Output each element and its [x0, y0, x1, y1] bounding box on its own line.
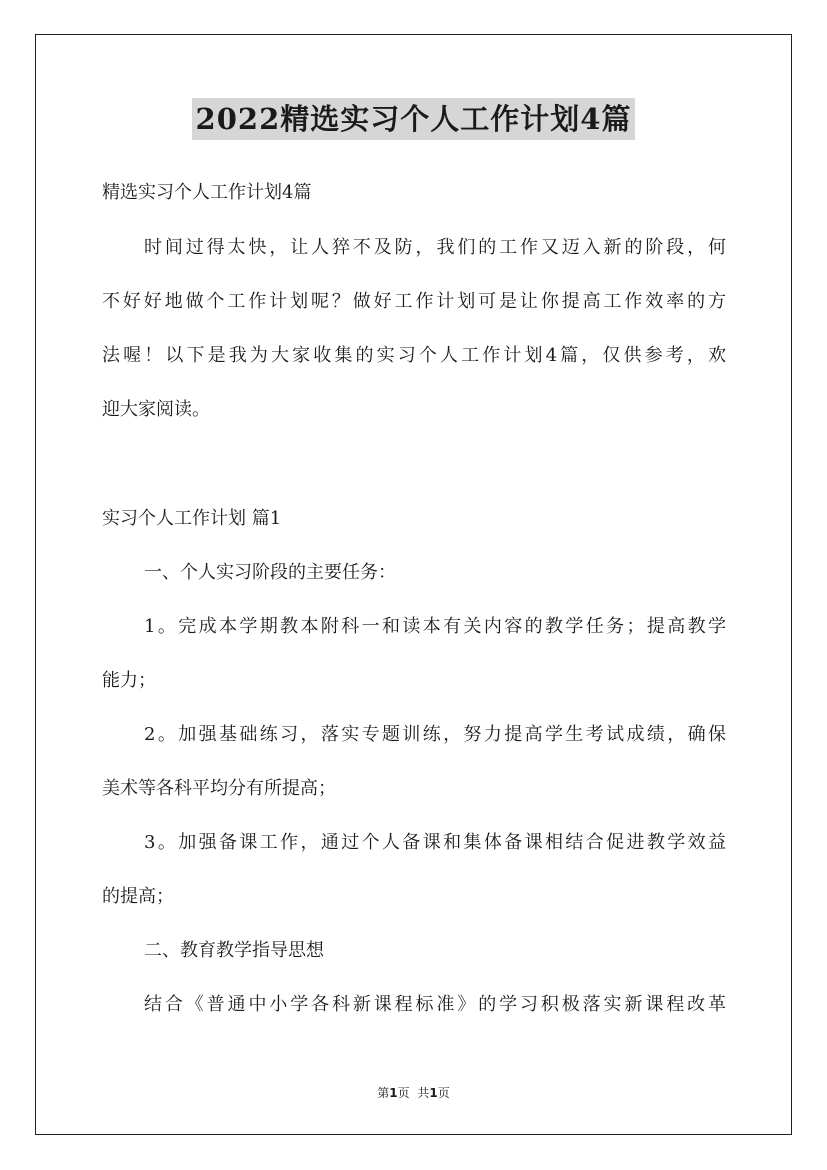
- list-item-line: 的提高；: [102, 886, 174, 907]
- total-prefix: 共: [417, 1086, 430, 1100]
- paragraph-line: 迎大家阅读。: [102, 399, 210, 420]
- list-item-line: 3。加强备课工作，通过个人备课和集体备课相结合促进教学效益: [144, 832, 726, 853]
- paragraph-line: 不好好地做个工作计划呢？做好工作计划可是让你提高工作效率的方: [102, 291, 726, 312]
- list-item-line: 美术等各科平均分有所提高；: [102, 778, 336, 799]
- total-suffix: 页: [437, 1086, 450, 1100]
- list-item-line: 能力；: [102, 670, 156, 691]
- paragraph-line: 法喔！以下是我为大家收集的实习个人工作计划4篇，仅供参考，欢: [102, 345, 726, 366]
- document-title: 2022精选实习个人工作计划4篇: [192, 98, 636, 140]
- subtitle-line: 精选实习个人工作计划4篇: [102, 182, 312, 203]
- subsection-heading: 二、教育教学指导思想: [144, 940, 324, 961]
- page-suffix: 页: [397, 1086, 410, 1100]
- subsection-heading: 一、个人实习阶段的主要任务：: [144, 562, 396, 583]
- section-heading: 实习个人工作计划 篇1: [102, 508, 282, 529]
- list-item-line: 1。完成本学期教本附科一和读本有关内容的教学任务；提高教学: [144, 616, 726, 637]
- total-pages: 1: [429, 1086, 438, 1100]
- paragraph-line: 结合《普通中小学各科新课程标准》的学习积极落实新课程改革: [144, 994, 726, 1015]
- paragraph-line: 时间过得太快，让人猝不及防，我们的工作又迈入新的阶段，何: [144, 237, 726, 258]
- title-container: [0, 98, 827, 140]
- list-item-line: 2。加强基础练习，落实专题训练，努力提高学生考试成绩，确保: [144, 724, 726, 745]
- page-number: 1: [389, 1086, 398, 1100]
- page-prefix: 第: [377, 1086, 390, 1100]
- page-footer: [0, 1084, 827, 1101]
